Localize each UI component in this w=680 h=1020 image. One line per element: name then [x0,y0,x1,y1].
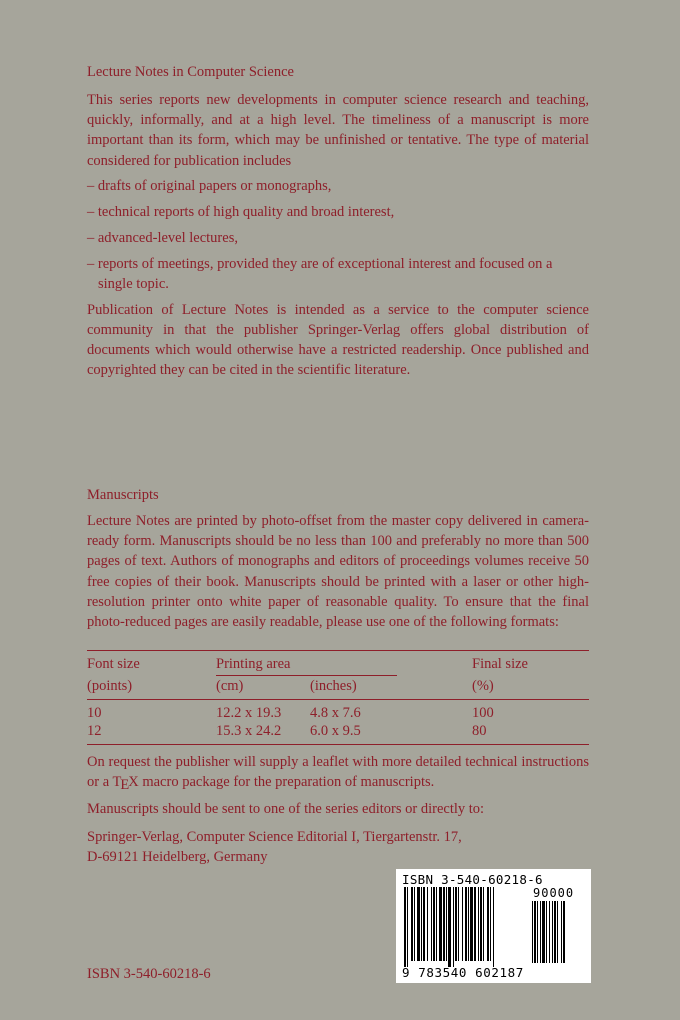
tex-logo: TEX [112,774,139,794]
barcode-bar [474,887,476,961]
address-line: D-69121 Heidelberg, Germany [87,848,268,865]
barcode-bar [468,887,469,961]
list-item: – reports of meetings, provided they are of exceptional interest and focused on a single topic. [87,255,553,292]
table-cell: 6.0 x 9.5 [310,723,361,739]
barcode-bar [554,901,556,963]
barcode-bar [532,901,533,963]
series-description [87,90,589,381]
manuscripts-closing-block [87,752,589,867]
header-font-size-unit: (points) [87,678,133,694]
barcode-bar [446,887,447,961]
manuscripts-body: Lecture Notes are printed by photo-offset from the master copy delivered in camera-ready form. Manuscripts should be no less than 100 and preferably no more than 500 pages of text. Authors of monographs and editors of proceedings volumes receive 50 free copies of their book. Manuscripts should be printed with a laser or other high-resolution printer onto white paper of reasonable quality. To ensure that the final photo-reduced pages are easily readable, please use one of the following formats: [87,513,589,631]
barcode-bar [423,887,425,961]
list-item: – advanced-level lectures, [87,229,238,246]
series-title: Lecture Notes in Computer Science [87,64,294,80]
table-cell: 15.3 x 24.2 [216,723,282,739]
header-font-size: Font size [87,656,140,672]
barcode-bar [455,887,457,961]
barcode-bar [537,901,538,963]
manuscripts-body-block [87,511,589,632]
barcode-bar [453,887,454,967]
table-cell: 10 [87,705,102,721]
request-text-pre: On request the publisher will supply a leaflet with more detailed technical instructions or a [87,754,589,791]
barcode-bar [487,887,489,961]
barcode-bar [458,887,459,961]
table-rule-printing-area [216,675,397,676]
barcode-bar [443,887,445,961]
barcode-bar [478,887,479,961]
barcode-bar [493,887,494,967]
table-cell: 80 [472,723,487,739]
barcode-bar [414,887,415,961]
table-rule-top [87,650,589,651]
list-item: – technical reports of high quality and broad interest, [87,203,395,220]
barcode-bar [436,887,437,961]
series-intro: This series reports new developments in computer science research and teaching, quickly, informally, and at a high level. The timeliness of a manuscript is more important than its form, which may be unfinished or tentative. The type of material considered for publication includes [87,92,589,169]
barcode-bar [439,887,442,961]
barcode-bar [421,887,422,961]
list-item: – drafts of original papers or monographs, [87,177,332,194]
request-paragraph [87,752,589,792]
table-cell: 12.2 x 19.3 [216,705,282,721]
barcode-bar [563,901,565,963]
barcode-bar [549,901,550,963]
barcode-bar [483,887,484,961]
table-cell: 4.8 x 7.6 [310,705,361,721]
barcode-bar [448,887,451,967]
barcode-bar [427,887,428,961]
barcode-isbn-label: ISBN 3-540-60218-6 [402,872,543,887]
barcode-bar [465,887,467,961]
barcode-bar [540,901,541,963]
table-cell: 12 [87,723,102,739]
barcode-bar [433,887,435,961]
isbn-barcode [396,869,591,983]
barcode-ean-digits: 9 783540 602187 [402,965,524,980]
request-text-post: macro package for the preparation of manuscripts. [138,774,435,791]
header-printing-area: Printing area [216,656,291,672]
barcode-bar [417,887,420,961]
barcode-bar [470,887,473,961]
barcode-bar [411,887,413,961]
manuscripts-title: Manuscripts [87,487,159,503]
header-inches: (inches) [310,678,357,694]
barcode-addon-digits: 90000 [533,886,575,900]
header-cm: (cm) [216,678,244,694]
barcode-bar [546,901,547,963]
barcode-bar [462,887,463,961]
barcode-bar [480,887,482,961]
barcode-bar [561,901,562,963]
barcode-bar [552,901,553,963]
table-rule-bottom [87,744,589,745]
address-line: Springer-Verlag, Computer Science Editorial I, Tiergartenstr. 17, [87,828,462,845]
header-final-size: Final size [472,656,528,672]
barcode-bar [431,887,432,961]
send-to: Manuscripts should be sent to one of the series editors or directly to: [87,801,485,818]
header-final-size-unit: (%) [472,678,494,694]
barcode-bar [557,901,558,963]
barcode-bar [542,901,545,963]
series-closing: Publication of Lecture Notes is intended as a service to the computer science community in that the publisher Springer-Verlag offers global distribution of documents which would otherwise have a restricted readership. Once published and copyrighted they can be cited in the scientific literature. [87,301,589,379]
table-cell: 100 [472,705,494,721]
table-rule-header [87,699,589,700]
barcode-bar [407,887,408,967]
barcode-bar [534,901,536,963]
barcode-bar [490,887,491,961]
barcode-bar [404,887,406,967]
footer-isbn: ISBN 3-540-60218-6 [87,966,211,982]
